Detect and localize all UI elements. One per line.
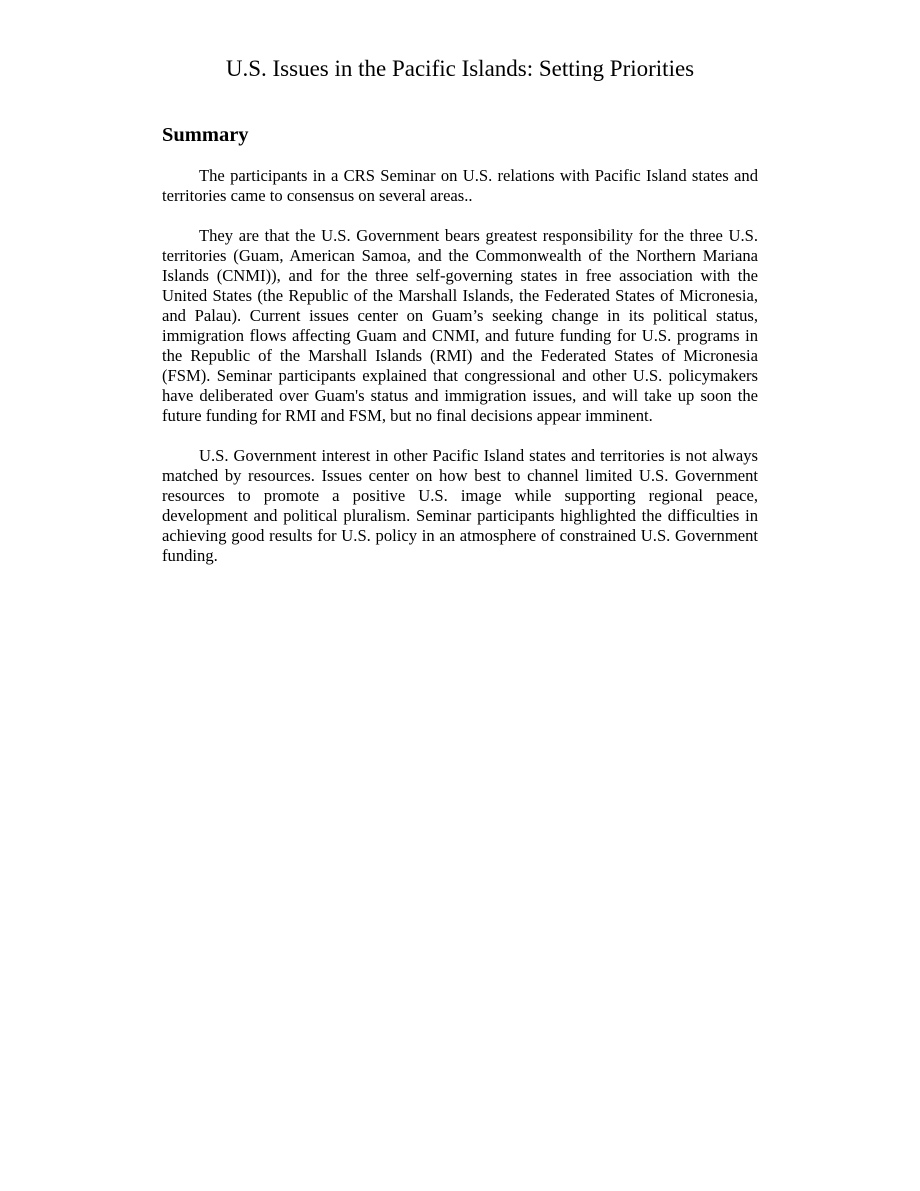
summary-paragraph-3: U.S. Government interest in other Pacific Island states and territories is not always matched by resources. Issues center on how best to channel limited U.S. Government resources to promote a positive U.S. image while supporting regional peace, development and political pluralism. Seminar participants highlighted the difficulties in achieving good results for U.S. policy in an atmosphere of constrained U.S. Government funding. [162, 446, 758, 565]
summary-paragraph-1: The participants in a CRS Seminar on U.S. relations with Pacific Island states and territories came to consensus on several areas.. [162, 166, 758, 205]
document-title: U.S. Issues in the Pacific Islands: Setting Priorities [225, 56, 695, 81]
summary-heading: Summary [162, 124, 249, 146]
summary-paragraph-2: They are that the U.S. Government bears greatest responsibility for the three U.S. territories (Guam, American Samoa, and the Commonwealth of the Northern Mariana Islands (CNMI)), and for the three self-governing states in free association with the United States (the Republic of the Marshall Islands, the Federated States of Micronesia, and Palau). Current issues center on Guam’s seeking change in its political status, immigration flows affecting Guam and CNMI, and future funding for U.S. programs in the Republic of the Marshall Islands (RMI) and the Federated States of Micronesia (FSM). Seminar participants explained that congressional and other U.S. policymakers have deliberated over Guam's status and immigration issues, and will take up soon the future funding for RMI and FSM, but no final decisions appear imminent. [162, 226, 758, 425]
summary-body [162, 166, 758, 586]
